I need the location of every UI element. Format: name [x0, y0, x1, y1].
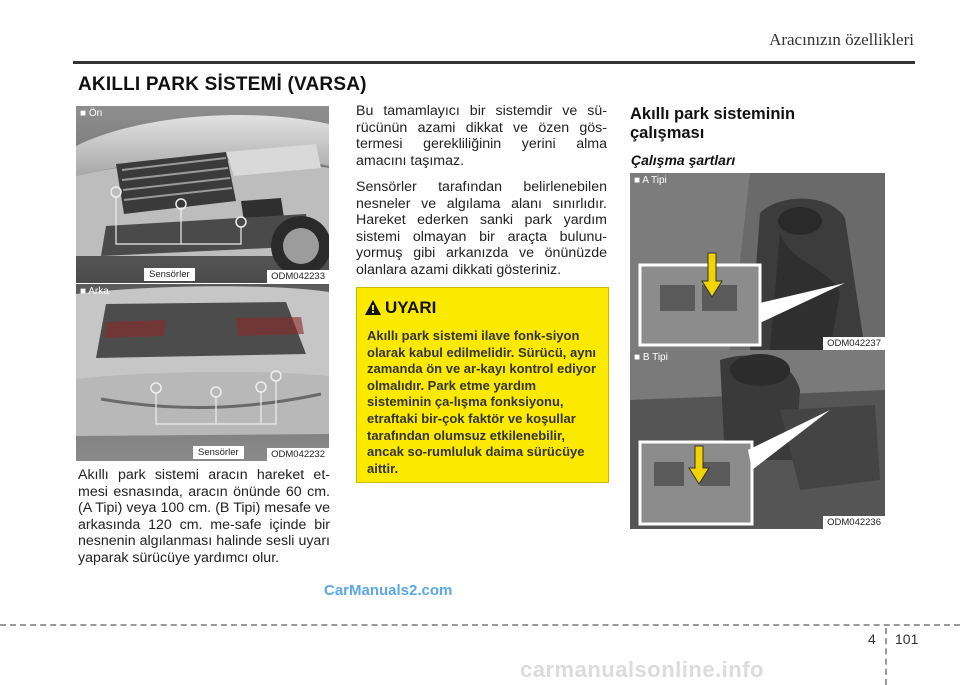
operating-conditions-subheading: Çalışma şartları	[631, 152, 736, 168]
rear-car-photo	[76, 284, 329, 461]
type-b-console-photo	[630, 350, 885, 529]
page-number: 101	[895, 631, 919, 647]
operation-heading	[630, 105, 795, 143]
photo-code-rear: ODM042232	[267, 448, 329, 461]
section-title: AKILLI PARK SİSTEMİ (VARSA)	[78, 74, 367, 95]
paragraph-supplementary-system: Bu tamamlayıcı bir sistemdir ve sü-rücünün azami dikkat ve özen gös-termesi gerekliliğinin yerini alma amacını taşımaz.	[356, 103, 607, 169]
warning-text: Akıllı park sistemi ilave fonk-siyon olarak kabul edilmelidir. Sürücü, aynı zamanda ön ve ar-kayı kontrol ediyor olmalıdır. Park etme yardım sisteminin ça-lışma fonksiyonu, etraftaki bir-çok faktör ve koşullar tarafından olumsuz etkilenebilir, ancak so-rumluluk daima sürücüye aittir.	[367, 328, 597, 476]
operation-heading-line2: çalışması	[630, 124, 705, 142]
photo-tag-rear: ■ Arka	[80, 286, 109, 297]
photo-tag-front: ■ Ön	[80, 108, 103, 119]
running-header: Aracınızın özellikleri	[769, 30, 914, 49]
photo-tag-type-a: ■ A Tipi	[634, 175, 667, 186]
warning-box	[356, 287, 609, 483]
warning-triangle-icon	[365, 300, 381, 315]
sensors-label-rear: Sensörler	[193, 446, 244, 459]
photo-code-front: ODM042233	[267, 270, 329, 283]
warning-title: UYARI	[385, 298, 437, 317]
sensors-label-front: Sensörler	[144, 268, 195, 281]
footer-divider	[885, 628, 887, 685]
footer-rule	[0, 624, 960, 626]
header-rule	[73, 61, 915, 64]
front-car-photo	[76, 106, 329, 283]
operation-heading-line1: Akıllı park sisteminin	[630, 105, 796, 123]
paragraph-detection-range: Akıllı park sistemi aracın hareket et-mesi esnasında, aracın önünde 60 cm. (A Tipi) veya 100 cm. (B Tipi) mesafe ve arkasında 120 cm. me-safe içinde bir nesnenin algılanması halinde sesli uyarı yaparak sürücüye yardımcı olur.	[78, 467, 330, 566]
watermark-carmanuals2[interactable]: CarManuals2.com	[324, 582, 453, 599]
type-a-console-photo	[630, 173, 885, 350]
paragraph-sensor-limits: Sensörler tarafından belirlenebilen nesneler ve algılama alanı sınırlıdır. Hareket ederken sanki park yardım sistemi olmayan bir araçta bulunu-yormuş gibi arkanızda ve önünüzde olanlara azami dikkati gösteriniz.	[356, 179, 607, 278]
chapter-number: 4	[868, 631, 876, 647]
watermark-carmanualsonline: carmanualsonline.info	[520, 657, 764, 682]
photo-code-type-b: ODM042236	[823, 516, 885, 529]
photo-tag-type-b: ■ B Tipi	[634, 352, 668, 363]
photo-code-type-a: ODM042237	[823, 337, 885, 350]
